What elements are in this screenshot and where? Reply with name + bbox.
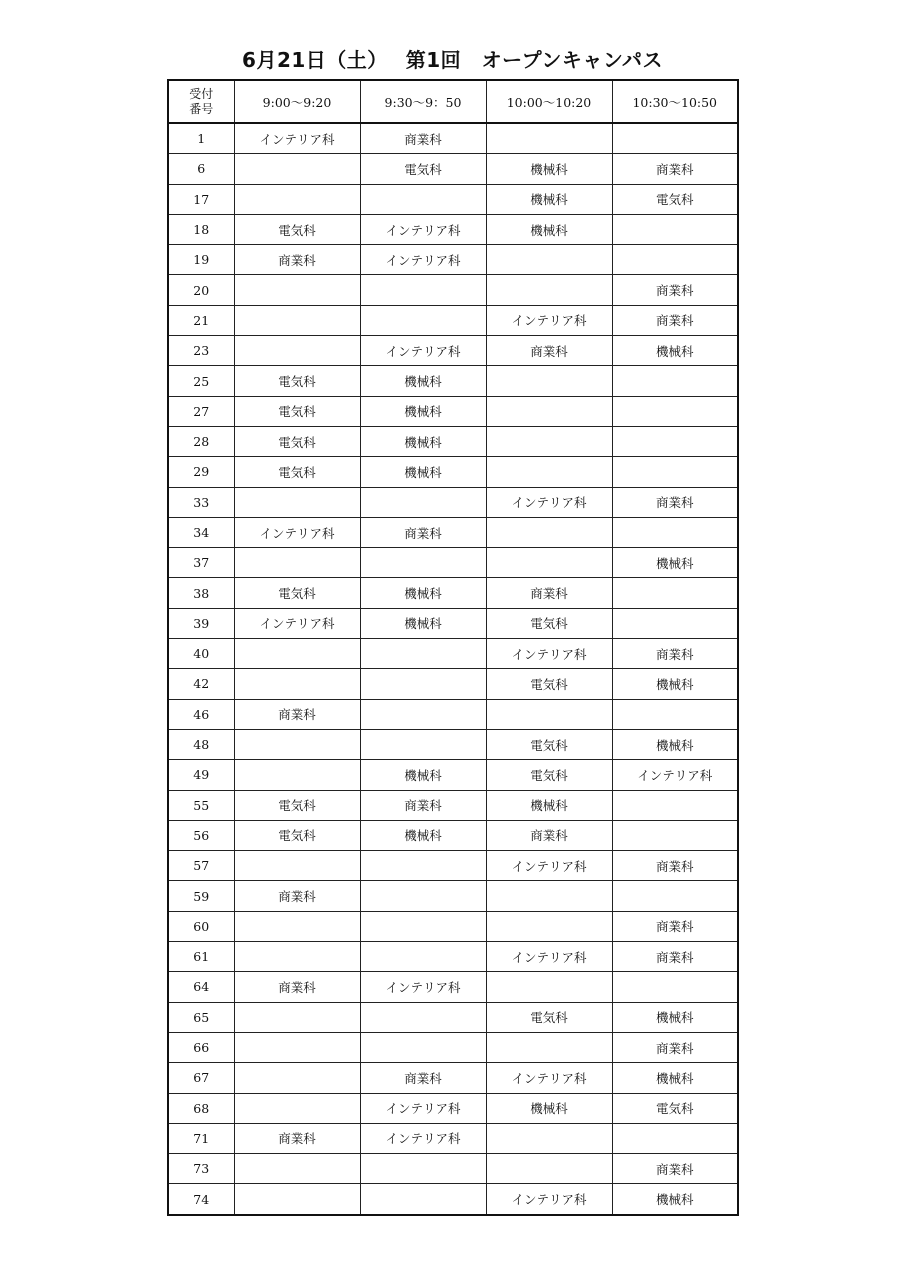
reception-number-cell: 64 <box>168 972 234 1002</box>
slot-2-cell: 機械科 <box>360 578 486 608</box>
slot-2-cell: 商業科 <box>360 1063 486 1093</box>
table-row <box>168 639 738 669</box>
slot-3-cell <box>486 1154 612 1184</box>
reception-number-cell: 6 <box>168 154 234 184</box>
slot-1-cell <box>234 154 360 184</box>
slot-1-cell <box>234 275 360 305</box>
slot-1-cell <box>234 942 360 972</box>
table-row <box>168 245 738 275</box>
slot-2-cell <box>360 699 486 729</box>
slot-4-cell: 商業科 <box>612 1032 738 1062</box>
slot-1-cell: 商業科 <box>234 972 360 1002</box>
reception-number-cell: 40 <box>168 639 234 669</box>
slot-4-cell: 機械科 <box>612 1184 738 1215</box>
slot-3-cell: インテリア科 <box>486 942 612 972</box>
slot-4-cell: 機械科 <box>612 669 738 699</box>
slot-3-cell <box>486 123 612 154</box>
slot-2-cell: インテリア科 <box>360 336 486 366</box>
slot-1-cell: 電気科 <box>234 366 360 396</box>
slot-2-cell <box>360 669 486 699</box>
slot-3-cell <box>486 396 612 426</box>
slot-2-cell <box>360 487 486 517</box>
schedule-table <box>167 79 739 1216</box>
slot-1-cell: インテリア科 <box>234 123 360 154</box>
slot-3-cell <box>486 275 612 305</box>
reception-number-cell: 48 <box>168 729 234 759</box>
reception-number-cell: 38 <box>168 578 234 608</box>
slot-1-cell: 電気科 <box>234 578 360 608</box>
slot-4-cell <box>612 245 738 275</box>
slot-1-cell: インテリア科 <box>234 517 360 547</box>
slot-2-cell <box>360 275 486 305</box>
reception-number-cell: 21 <box>168 305 234 335</box>
table-row <box>168 305 738 335</box>
slot-3-cell: インテリア科 <box>486 305 612 335</box>
slot-4-cell <box>612 214 738 244</box>
slot-2-cell <box>360 184 486 214</box>
slot-2-cell: インテリア科 <box>360 245 486 275</box>
slot-4-cell <box>612 457 738 487</box>
slot-2-cell: インテリア科 <box>360 214 486 244</box>
slot-4-cell: 機械科 <box>612 1063 738 1093</box>
slot-3-cell: 機械科 <box>486 184 612 214</box>
slot-1-cell: 電気科 <box>234 426 360 456</box>
slot-4-cell <box>612 123 738 154</box>
table-row <box>168 214 738 244</box>
reception-number-cell: 57 <box>168 851 234 881</box>
header-slot-4: 10:30～10:50 <box>612 80 738 123</box>
slot-4-cell: 機械科 <box>612 548 738 578</box>
header-slot-1: 9:00～9:20 <box>234 80 360 123</box>
slot-4-cell: 商業科 <box>612 275 738 305</box>
slot-3-cell: 商業科 <box>486 820 612 850</box>
slot-4-cell: 商業科 <box>612 154 738 184</box>
reception-number-cell: 27 <box>168 396 234 426</box>
slot-1-cell <box>234 1154 360 1184</box>
slot-1-cell <box>234 305 360 335</box>
slot-3-cell <box>486 366 612 396</box>
slot-1-cell <box>234 639 360 669</box>
slot-2-cell <box>360 911 486 941</box>
slot-2-cell <box>360 1184 486 1215</box>
table-row <box>168 669 738 699</box>
slot-1-cell <box>234 1093 360 1123</box>
slot-3-cell <box>486 548 612 578</box>
slot-3-cell <box>486 1123 612 1153</box>
slot-2-cell: 機械科 <box>360 426 486 456</box>
reception-number-cell: 1 <box>168 123 234 154</box>
slot-4-cell <box>612 820 738 850</box>
table-row <box>168 942 738 972</box>
slot-2-cell <box>360 851 486 881</box>
slot-1-cell: 電気科 <box>234 820 360 850</box>
slot-3-cell <box>486 972 612 1002</box>
slot-2-cell <box>360 548 486 578</box>
slot-1-cell <box>234 1032 360 1062</box>
table-row <box>168 396 738 426</box>
slot-4-cell: 機械科 <box>612 1002 738 1032</box>
slot-1-cell: 電気科 <box>234 214 360 244</box>
slot-1-cell <box>234 336 360 366</box>
slot-2-cell: 機械科 <box>360 366 486 396</box>
slot-4-cell <box>612 1123 738 1153</box>
slot-2-cell: 商業科 <box>360 517 486 547</box>
table-row <box>168 1002 738 1032</box>
slot-2-cell: 機械科 <box>360 760 486 790</box>
slot-4-cell: 機械科 <box>612 336 738 366</box>
slot-1-cell: 商業科 <box>234 1123 360 1153</box>
slot-3-cell: インテリア科 <box>486 1184 612 1215</box>
reception-number-cell: 73 <box>168 1154 234 1184</box>
header-row <box>168 80 738 123</box>
slot-2-cell: 機械科 <box>360 396 486 426</box>
slot-3-cell <box>486 881 612 911</box>
slot-4-cell <box>612 517 738 547</box>
slot-4-cell <box>612 396 738 426</box>
table-row <box>168 608 738 638</box>
slot-1-cell: 電気科 <box>234 457 360 487</box>
slot-3-cell: インテリア科 <box>486 1063 612 1093</box>
reception-number-cell: 42 <box>168 669 234 699</box>
slot-4-cell: 商業科 <box>612 305 738 335</box>
slot-2-cell: 商業科 <box>360 790 486 820</box>
table-row <box>168 336 738 366</box>
slot-2-cell <box>360 1032 486 1062</box>
slot-2-cell: インテリア科 <box>360 1093 486 1123</box>
header-reception-number <box>168 80 234 123</box>
table-row <box>168 487 738 517</box>
slot-1-cell <box>234 669 360 699</box>
slot-3-cell <box>486 457 612 487</box>
slot-2-cell <box>360 1154 486 1184</box>
slot-3-cell <box>486 517 612 547</box>
table-row <box>168 1154 738 1184</box>
table-row <box>168 184 738 214</box>
slot-3-cell <box>486 245 612 275</box>
table-row <box>168 548 738 578</box>
table-row <box>168 881 738 911</box>
table-row <box>168 760 738 790</box>
slot-4-cell: 機械科 <box>612 729 738 759</box>
slot-3-cell: 機械科 <box>486 790 612 820</box>
slot-2-cell: インテリア科 <box>360 1123 486 1153</box>
reception-number-cell: 18 <box>168 214 234 244</box>
table-row <box>168 154 738 184</box>
reception-number-cell: 65 <box>168 1002 234 1032</box>
slot-3-cell <box>486 699 612 729</box>
reception-number-cell: 23 <box>168 336 234 366</box>
slot-1-cell <box>234 487 360 517</box>
slot-2-cell: 機械科 <box>360 608 486 638</box>
slot-4-cell: 商業科 <box>612 911 738 941</box>
table-body <box>168 123 738 1215</box>
reception-number-cell: 34 <box>168 517 234 547</box>
table-row <box>168 1184 738 1215</box>
slot-1-cell <box>234 548 360 578</box>
reception-number-cell: 25 <box>168 366 234 396</box>
slot-3-cell: インテリア科 <box>486 487 612 517</box>
page-title: 6月21日（土） 第1回 オープンキャンパス <box>242 48 663 72</box>
slot-4-cell: 電気科 <box>612 1093 738 1123</box>
slot-4-cell: 商業科 <box>612 942 738 972</box>
slot-3-cell: 電気科 <box>486 1002 612 1032</box>
slot-2-cell <box>360 729 486 759</box>
slot-3-cell: 機械科 <box>486 154 612 184</box>
slot-4-cell <box>612 699 738 729</box>
slot-2-cell: 機械科 <box>360 457 486 487</box>
slot-2-cell <box>360 942 486 972</box>
slot-4-cell <box>612 790 738 820</box>
reception-number-cell: 46 <box>168 699 234 729</box>
table-row <box>168 972 738 1002</box>
slot-4-cell: 商業科 <box>612 1154 738 1184</box>
table-row <box>168 275 738 305</box>
slot-2-cell <box>360 881 486 911</box>
header-slot-2: 9:30～9：50 <box>360 80 486 123</box>
header-number-line2: 番号 <box>189 101 214 116</box>
slot-1-cell: 商業科 <box>234 699 360 729</box>
slot-3-cell: 機械科 <box>486 214 612 244</box>
slot-1-cell <box>234 911 360 941</box>
reception-number-cell: 67 <box>168 1063 234 1093</box>
reception-number-cell: 28 <box>168 426 234 456</box>
slot-1-cell: インテリア科 <box>234 608 360 638</box>
reception-number-cell: 49 <box>168 760 234 790</box>
reception-number-cell: 20 <box>168 275 234 305</box>
slot-4-cell: 電気科 <box>612 184 738 214</box>
slot-4-cell <box>612 608 738 638</box>
slot-1-cell <box>234 1063 360 1093</box>
table-row <box>168 426 738 456</box>
table-row <box>168 790 738 820</box>
table-row <box>168 457 738 487</box>
slot-2-cell <box>360 1002 486 1032</box>
slot-2-cell: インテリア科 <box>360 972 486 1002</box>
table-row <box>168 123 738 154</box>
slot-3-cell: インテリア科 <box>486 851 612 881</box>
slot-3-cell: インテリア科 <box>486 639 612 669</box>
header-number-line1: 受付 <box>189 86 214 101</box>
slot-3-cell: 機械科 <box>486 1093 612 1123</box>
slot-1-cell <box>234 184 360 214</box>
slot-1-cell <box>234 729 360 759</box>
slot-1-cell: 電気科 <box>234 790 360 820</box>
slot-4-cell <box>612 366 738 396</box>
reception-number-cell: 56 <box>168 820 234 850</box>
slot-4-cell: インテリア科 <box>612 760 738 790</box>
slot-2-cell: 機械科 <box>360 820 486 850</box>
slot-3-cell <box>486 1032 612 1062</box>
slot-1-cell: 商業科 <box>234 881 360 911</box>
slot-3-cell: 商業科 <box>486 336 612 366</box>
slot-2-cell: 電気科 <box>360 154 486 184</box>
slot-4-cell <box>612 881 738 911</box>
slot-2-cell <box>360 639 486 669</box>
slot-2-cell: 商業科 <box>360 123 486 154</box>
slot-1-cell: 商業科 <box>234 245 360 275</box>
slot-3-cell: 商業科 <box>486 578 612 608</box>
slot-4-cell <box>612 972 738 1002</box>
slot-1-cell: 電気科 <box>234 396 360 426</box>
slot-4-cell <box>612 578 738 608</box>
table-row <box>168 578 738 608</box>
reception-number-cell: 29 <box>168 457 234 487</box>
table-row <box>168 851 738 881</box>
table-row <box>168 699 738 729</box>
slot-2-cell <box>360 305 486 335</box>
reception-number-cell: 33 <box>168 487 234 517</box>
table-row <box>168 911 738 941</box>
table-row <box>168 820 738 850</box>
reception-number-cell: 60 <box>168 911 234 941</box>
slot-3-cell <box>486 426 612 456</box>
reception-number-cell: 61 <box>168 942 234 972</box>
reception-number-cell: 71 <box>168 1123 234 1153</box>
reception-number-cell: 39 <box>168 608 234 638</box>
table-row <box>168 1093 738 1123</box>
table-row <box>168 1123 738 1153</box>
slot-3-cell: 電気科 <box>486 729 612 759</box>
slot-4-cell: 商業科 <box>612 639 738 669</box>
table-row <box>168 729 738 759</box>
slot-4-cell <box>612 426 738 456</box>
reception-number-cell: 74 <box>168 1184 234 1215</box>
reception-number-cell: 68 <box>168 1093 234 1123</box>
slot-3-cell: 電気科 <box>486 669 612 699</box>
slot-4-cell: 商業科 <box>612 851 738 881</box>
reception-number-cell: 17 <box>168 184 234 214</box>
table-header <box>168 80 738 123</box>
slot-1-cell <box>234 1184 360 1215</box>
table-row <box>168 1063 738 1093</box>
slot-1-cell <box>234 760 360 790</box>
table-row <box>168 517 738 547</box>
header-slot-3: 10:00～10:20 <box>486 80 612 123</box>
slot-1-cell <box>234 851 360 881</box>
table-row <box>168 366 738 396</box>
reception-number-cell: 37 <box>168 548 234 578</box>
slot-3-cell: 電気科 <box>486 608 612 638</box>
slot-3-cell <box>486 911 612 941</box>
reception-number-cell: 55 <box>168 790 234 820</box>
slot-4-cell: 商業科 <box>612 487 738 517</box>
reception-number-cell: 66 <box>168 1032 234 1062</box>
slot-3-cell: 電気科 <box>486 760 612 790</box>
slot-1-cell <box>234 1002 360 1032</box>
table-row <box>168 1032 738 1062</box>
reception-number-cell: 19 <box>168 245 234 275</box>
reception-number-cell: 59 <box>168 881 234 911</box>
